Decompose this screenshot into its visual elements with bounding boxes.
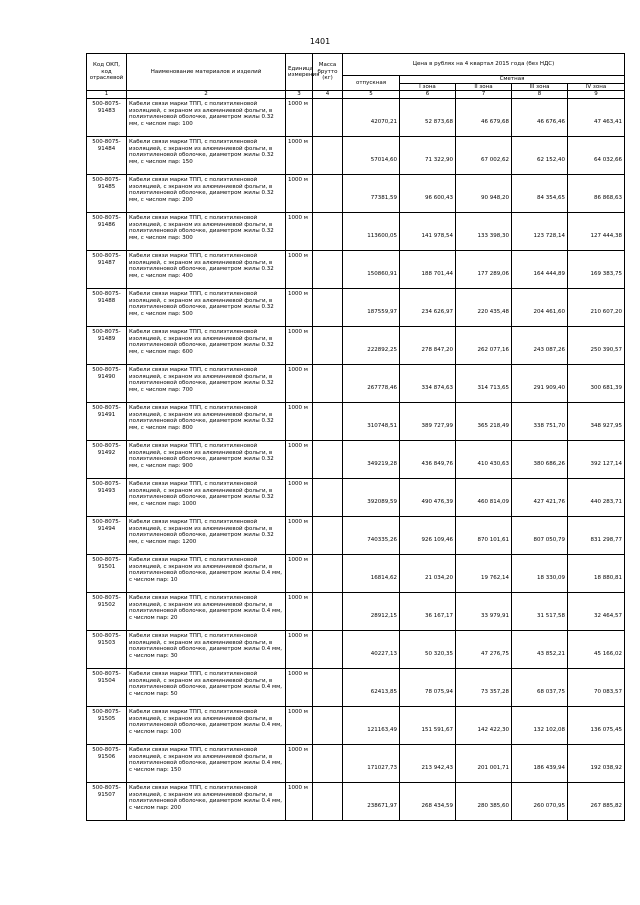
row-mass (313, 441, 343, 479)
row-zone1-price: 490 476,39 (400, 479, 456, 517)
row-zone4-price: 250 390,57 (568, 327, 625, 365)
row-zone3-price: 84 354,65 (512, 175, 568, 213)
row-release-price: 267778,46 (343, 365, 400, 403)
row-name: Кабели связи марки ТПП, с полиэтиленовой изоляцией, с экраном из алюминиевой фольги, в полиэтиленовой оболочке, диаметром жилы 0.32 мм, с числом пар: 150 (127, 137, 286, 175)
header-price-title: Цена в рублях на 4 квартал 2015 года (без НДС) (343, 54, 625, 76)
row-name: Кабели связи марки ТПП, с полиэтиленовой изоляцией, с экраном из алюминиевой фольги, в полиэтиленовой оболочке, диаметром жилы 0.32 мм, с числом пар: 200 (127, 175, 286, 213)
header-zone3: III зона (512, 83, 568, 91)
row-unit: 1000 м (286, 783, 313, 821)
row-zone2-price: 280 385,60 (456, 783, 512, 821)
row-zone4-price: 267 885,82 (568, 783, 625, 821)
row-release-price: 42070,21 (343, 99, 400, 137)
row-zone1-price: 268 434,59 (400, 783, 456, 821)
row-zone1-price: 52 873,68 (400, 99, 456, 137)
row-code: 500-8075-91493 (87, 479, 127, 517)
row-name: Кабели связи марки ТПП, с полиэтиленовой изоляцией, с экраном из алюминиевой фольги, в полиэтиленовой оболочке, диаметром жилы 0.32 мм, с числом пар: 900 (127, 441, 286, 479)
row-zone1-price: 141 978,54 (400, 213, 456, 251)
row-code: 500-8075-91488 (87, 289, 127, 327)
row-code: 500-8075-91491 (87, 403, 127, 441)
row-zone1-price: 389 727,99 (400, 403, 456, 441)
row-mass (313, 289, 343, 327)
row-mass (313, 669, 343, 707)
table-row (87, 137, 625, 175)
table-row (87, 517, 625, 555)
row-mass (313, 99, 343, 137)
row-zone4-price: 192 038,92 (568, 745, 625, 783)
row-mass (313, 707, 343, 745)
row-zone4-price: 45 166,02 (568, 631, 625, 669)
row-code: 500-8075-91485 (87, 175, 127, 213)
row-code: 500-8075-91487 (87, 251, 127, 289)
row-name: Кабели связи марки ТПП, с полиэтиленовой изоляцией, с экраном из алюминиевой фольги, в полиэтиленовой оболочке, диаметром жилы 0.4 мм, с числом пар: 200 (127, 783, 286, 821)
row-release-price: 62413,85 (343, 669, 400, 707)
row-zone4-price: 32 464,57 (568, 593, 625, 631)
row-mass (313, 745, 343, 783)
row-unit: 1000 м (286, 669, 313, 707)
row-zone3-price: 380 686,26 (512, 441, 568, 479)
header-zone2: II зона (456, 83, 512, 91)
row-name: Кабели связи марки ТПП, с полиэтиленовой изоляцией, с экраном из алюминиевой фольги, в полиэтиленовой оболочке, диаметром жилы 0.4 мм, с числом пар: 30 (127, 631, 286, 669)
header-unit: Единица измерения (286, 54, 313, 91)
row-zone3-price: 46 676,46 (512, 99, 568, 137)
row-release-price: 310748,51 (343, 403, 400, 441)
row-zone3-price: 291 909,40 (512, 365, 568, 403)
row-release-price: 349219,28 (343, 441, 400, 479)
row-release-price: 392089,59 (343, 479, 400, 517)
table-row (87, 251, 625, 289)
row-zone3-price: 204 461,60 (512, 289, 568, 327)
row-zone3-price: 260 070,95 (512, 783, 568, 821)
header-zone4: IV зона (568, 83, 625, 91)
column-number: 1 (87, 91, 127, 99)
column-number: 9 (568, 91, 625, 99)
column-number: 2 (127, 91, 286, 99)
column-number: 6 (400, 91, 456, 99)
row-zone2-price: 201 001,71 (456, 745, 512, 783)
row-zone3-price: 31 517,58 (512, 593, 568, 631)
row-zone3-price: 62 152,40 (512, 137, 568, 175)
row-zone4-price: 136 075,45 (568, 707, 625, 745)
table-row (87, 669, 625, 707)
row-mass (313, 365, 343, 403)
price-table (86, 53, 625, 821)
row-zone2-price: 33 979,91 (456, 593, 512, 631)
row-mass (313, 137, 343, 175)
header-zone1: I зона (400, 83, 456, 91)
column-number: 8 (512, 91, 568, 99)
row-code: 500-8075-91486 (87, 213, 127, 251)
row-unit: 1000 м (286, 555, 313, 593)
row-name: Кабели связи марки ТПП, с полиэтиленовой изоляцией, с экраном из алюминиевой фольги, в полиэтиленовой оболочке, диаметром жилы 0.32 мм, с числом пар: 100 (127, 99, 286, 137)
row-unit: 1000 м (286, 707, 313, 745)
row-mass (313, 783, 343, 821)
row-name: Кабели связи марки ТПП, с полиэтиленовой изоляцией, с экраном из алюминиевой фольги, в полиэтиленовой оболочке, диаметром жилы 0.32 мм, с числом пар: 1200 (127, 517, 286, 555)
row-release-price: 150860,91 (343, 251, 400, 289)
row-mass (313, 213, 343, 251)
row-zone3-price: 807 050,79 (512, 517, 568, 555)
row-name: Кабели связи марки ТПП, с полиэтиленовой изоляцией, с экраном из алюминиевой фольги, в полиэтиленовой оболочке, диаметром жилы 0.4 мм, с числом пар: 150 (127, 745, 286, 783)
row-zone4-price: 392 127,14 (568, 441, 625, 479)
table-row (87, 745, 625, 783)
row-zone1-price: 96 600,43 (400, 175, 456, 213)
row-mass (313, 403, 343, 441)
row-zone2-price: 460 814,09 (456, 479, 512, 517)
row-code: 500-8075-91492 (87, 441, 127, 479)
row-zone1-price: 278 847,20 (400, 327, 456, 365)
row-zone2-price: 90 948,20 (456, 175, 512, 213)
row-zone2-price: 133 398,30 (456, 213, 512, 251)
row-zone1-price: 36 167,17 (400, 593, 456, 631)
column-number: 5 (343, 91, 400, 99)
header-release: отпускная (343, 76, 400, 91)
row-zone1-price: 926 109,46 (400, 517, 456, 555)
header-name: Наименование материалов и изделий (127, 54, 286, 91)
row-mass (313, 327, 343, 365)
table-row (87, 707, 625, 745)
row-release-price: 57014,60 (343, 137, 400, 175)
header-mass: Масса брутто (кг) (313, 54, 343, 91)
row-release-price: 121163,49 (343, 707, 400, 745)
row-unit: 1000 м (286, 365, 313, 403)
row-zone3-price: 427 421,76 (512, 479, 568, 517)
row-zone4-price: 70 083,57 (568, 669, 625, 707)
row-name: Кабели связи марки ТПП, с полиэтиленовой изоляцией, с экраном из алюминиевой фольги, в полиэтиленовой оболочке, диаметром жилы 0.32 мм, с числом пар: 700 (127, 365, 286, 403)
row-code: 500-8075-91494 (87, 517, 127, 555)
row-unit: 1000 м (286, 175, 313, 213)
row-zone4-price: 86 868,63 (568, 175, 625, 213)
row-release-price: 16814,62 (343, 555, 400, 593)
row-unit: 1000 м (286, 479, 313, 517)
row-zone2-price: 870 101,61 (456, 517, 512, 555)
row-name: Кабели связи марки ТПП, с полиэтиленовой изоляцией, с экраном из алюминиевой фольги, в полиэтиленовой оболочке, диаметром жилы 0.4 мм, с числом пар: 20 (127, 593, 286, 631)
row-zone2-price: 365 218,49 (456, 403, 512, 441)
row-code: 500-8075-91505 (87, 707, 127, 745)
row-name: Кабели связи марки ТПП, с полиэтиленовой изоляцией, с экраном из алюминиевой фольги, в полиэтиленовой оболочке, диаметром жилы 0.4 мм, с числом пар: 50 (127, 669, 286, 707)
row-name: Кабели связи марки ТПП, с полиэтиленовой изоляцией, с экраном из алюминиевой фольги, в полиэтиленовой оболочке, диаметром жилы 0.32 мм, с числом пар: 600 (127, 327, 286, 365)
table-row (87, 631, 625, 669)
row-zone2-price: 73 357,28 (456, 669, 512, 707)
row-release-price: 171027,73 (343, 745, 400, 783)
row-zone4-price: 64 032,66 (568, 137, 625, 175)
row-zone3-price: 18 330,09 (512, 555, 568, 593)
row-mass (313, 479, 343, 517)
row-code: 500-8075-91501 (87, 555, 127, 593)
row-zone4-price: 47 463,41 (568, 99, 625, 137)
row-zone1-price: 334 874,63 (400, 365, 456, 403)
row-unit: 1000 м (286, 327, 313, 365)
table-row (87, 99, 625, 137)
row-mass (313, 175, 343, 213)
table-row (87, 403, 625, 441)
header-estimate: Сметная (400, 76, 625, 84)
table-row (87, 593, 625, 631)
row-unit: 1000 м (286, 289, 313, 327)
row-unit: 1000 м (286, 441, 313, 479)
row-zone2-price: 410 430,63 (456, 441, 512, 479)
row-zone2-price: 314 713,65 (456, 365, 512, 403)
row-code: 500-8075-91483 (87, 99, 127, 137)
row-unit: 1000 м (286, 99, 313, 137)
column-numbers-row (87, 91, 625, 99)
row-zone4-price: 210 607,20 (568, 289, 625, 327)
column-number: 7 (456, 91, 512, 99)
row-release-price: 113600,05 (343, 213, 400, 251)
row-zone4-price: 169 383,75 (568, 251, 625, 289)
table-row (87, 555, 625, 593)
row-name: Кабели связи марки ТПП, с полиэтиленовой изоляцией, с экраном из алюминиевой фольги, в полиэтиленовой оболочке, диаметром жилы 0.32 мм, с числом пар: 500 (127, 289, 286, 327)
row-unit: 1000 м (286, 517, 313, 555)
row-release-price: 238671,97 (343, 783, 400, 821)
row-unit: 1000 м (286, 631, 313, 669)
row-zone1-price: 234 626,97 (400, 289, 456, 327)
table-row (87, 175, 625, 213)
row-zone2-price: 67 002,62 (456, 137, 512, 175)
column-number: 3 (286, 91, 313, 99)
row-release-price: 222892,25 (343, 327, 400, 365)
row-zone2-price: 220 435,48 (456, 289, 512, 327)
row-unit: 1000 м (286, 745, 313, 783)
row-code: 500-8075-91504 (87, 669, 127, 707)
table-row (87, 441, 625, 479)
row-mass (313, 517, 343, 555)
row-unit: 1000 м (286, 137, 313, 175)
column-number: 4 (313, 91, 343, 99)
row-zone2-price: 142 422,30 (456, 707, 512, 745)
row-release-price: 740335,26 (343, 517, 400, 555)
table-row (87, 783, 625, 821)
row-unit: 1000 м (286, 251, 313, 289)
row-mass (313, 631, 343, 669)
row-code: 500-8075-91484 (87, 137, 127, 175)
row-zone2-price: 177 289,06 (456, 251, 512, 289)
row-unit: 1000 м (286, 593, 313, 631)
row-zone3-price: 132 102,08 (512, 707, 568, 745)
row-zone2-price: 46 679,68 (456, 99, 512, 137)
table-row (87, 213, 625, 251)
row-zone1-price: 50 320,35 (400, 631, 456, 669)
row-zone2-price: 47 276,75 (456, 631, 512, 669)
row-code: 500-8075-91490 (87, 365, 127, 403)
table-row (87, 327, 625, 365)
row-zone4-price: 440 283,71 (568, 479, 625, 517)
row-zone4-price: 300 681,39 (568, 365, 625, 403)
row-code: 500-8075-91502 (87, 593, 127, 631)
page-number: 1401 (309, 37, 331, 46)
row-zone2-price: 262 077,16 (456, 327, 512, 365)
header-code: Код ОКП, код отраслевой (87, 54, 127, 91)
row-zone3-price: 338 751,70 (512, 403, 568, 441)
table-row (87, 289, 625, 327)
row-zone3-price: 43 852,21 (512, 631, 568, 669)
row-unit: 1000 м (286, 213, 313, 251)
row-release-price: 187559,97 (343, 289, 400, 327)
row-zone4-price: 348 927,95 (568, 403, 625, 441)
row-code: 500-8075-91507 (87, 783, 127, 821)
row-zone3-price: 243 087,26 (512, 327, 568, 365)
row-zone1-price: 213 942,43 (400, 745, 456, 783)
row-name: Кабели связи марки ТПП, с полиэтиленовой изоляцией, с экраном из алюминиевой фольги, в полиэтиленовой оболочке, диаметром жилы 0.4 мм, с числом пар: 100 (127, 707, 286, 745)
row-zone1-price: 188 701,44 (400, 251, 456, 289)
row-name: Кабели связи марки ТПП, с полиэтиленовой изоляцией, с экраном из алюминиевой фольги, в полиэтиленовой оболочке, диаметром жилы 0.32 мм, с числом пар: 800 (127, 403, 286, 441)
row-mass (313, 593, 343, 631)
row-zone3-price: 164 444,89 (512, 251, 568, 289)
row-name: Кабели связи марки ТПП, с полиэтиленовой изоляцией, с экраном из алюминиевой фольги, в полиэтиленовой оболочке, диаметром жилы 0.32 мм, с числом пар: 400 (127, 251, 286, 289)
row-zone3-price: 123 728,14 (512, 213, 568, 251)
row-zone3-price: 186 439,94 (512, 745, 568, 783)
row-zone2-price: 19 762,14 (456, 555, 512, 593)
row-zone1-price: 78 075,94 (400, 669, 456, 707)
row-zone4-price: 127 444,38 (568, 213, 625, 251)
row-name: Кабели связи марки ТПП, с полиэтиленовой изоляцией, с экраном из алюминиевой фольги, в полиэтиленовой оболочке, диаметром жилы 0.32 мм, с числом пар: 1000 (127, 479, 286, 517)
row-zone4-price: 18 880,81 (568, 555, 625, 593)
row-code: 500-8075-91489 (87, 327, 127, 365)
row-name: Кабели связи марки ТПП, с полиэтиленовой изоляцией, с экраном из алюминиевой фольги, в полиэтиленовой оболочке, диаметром жилы 0.32 мм, с числом пар: 300 (127, 213, 286, 251)
row-release-price: 77381,59 (343, 175, 400, 213)
row-zone4-price: 831 298,77 (568, 517, 625, 555)
row-zone1-price: 151 591,67 (400, 707, 456, 745)
row-zone3-price: 68 037,75 (512, 669, 568, 707)
row-code: 500-8075-91503 (87, 631, 127, 669)
row-release-price: 40227,13 (343, 631, 400, 669)
row-zone1-price: 71 322,90 (400, 137, 456, 175)
row-zone1-price: 21 034,20 (400, 555, 456, 593)
row-mass (313, 555, 343, 593)
row-unit: 1000 м (286, 403, 313, 441)
row-zone1-price: 436 849,76 (400, 441, 456, 479)
table-row (87, 365, 625, 403)
row-release-price: 28912,15 (343, 593, 400, 631)
row-code: 500-8075-91506 (87, 745, 127, 783)
row-mass (313, 251, 343, 289)
row-name: Кабели связи марки ТПП, с полиэтиленовой изоляцией, с экраном из алюминиевой фольги, в полиэтиленовой оболочке, диаметром жилы 0.4 мм, с числом пар: 10 (127, 555, 286, 593)
table-row (87, 479, 625, 517)
